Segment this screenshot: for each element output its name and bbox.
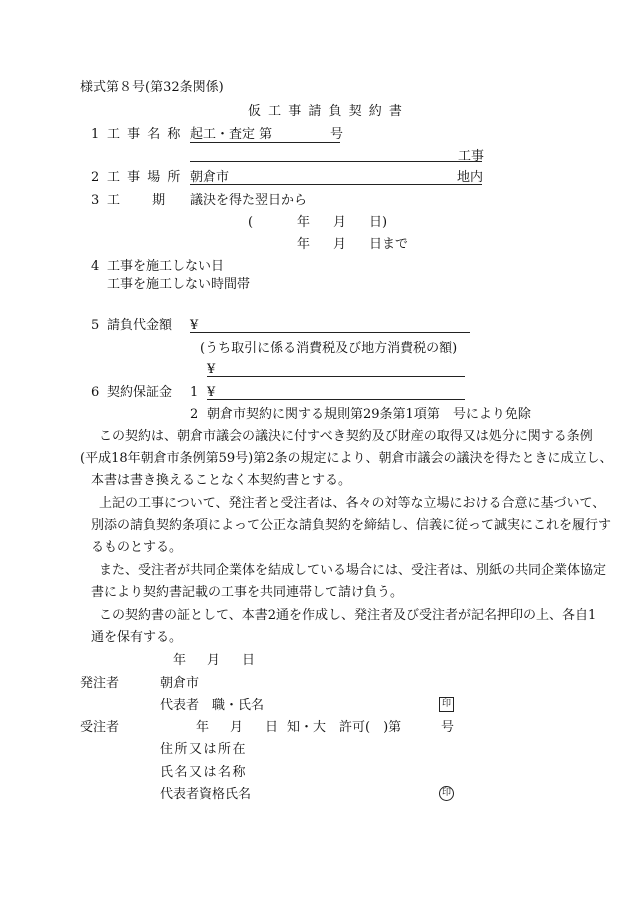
- item5-yen2: ¥: [207, 362, 216, 377]
- paragraph2-line3: るものとする。: [91, 540, 183, 555]
- paragraph3-line2: 書により契約書記載の工事を共同連帯して請け負う。: [91, 585, 404, 600]
- orderer-seal-mark: 印: [439, 697, 454, 712]
- item3-month2: 月: [333, 237, 347, 252]
- item5-label: 請負代金額: [107, 318, 173, 333]
- item1-value-suffix: 号: [330, 127, 344, 142]
- item6-sub2-text: 朝倉市契約に関する規則第29条第1項第 号により免除: [207, 407, 531, 422]
- item6-sub2-number: 2: [190, 407, 199, 422]
- contractor-representative-label: 代表者資格氏名: [160, 787, 252, 802]
- item2-underline: [190, 184, 482, 185]
- paragraph1-line2: (平成18年朝倉市条例第59号)第2条の規定により、朝倉市議会の議決を得たときに成立し、: [80, 451, 613, 466]
- item2-label: 工 事 場 所: [107, 170, 182, 185]
- item1-number: 1: [91, 127, 100, 142]
- item3-value: 議決を得た翌日から: [190, 193, 308, 208]
- item1-name-line: [190, 161, 482, 162]
- paragraph1-line3: 本書は書き換えることなく本契約書とする。: [91, 473, 352, 488]
- paragraph2-line1: 上記の工事について、発注者と受注者は、各々の対等な立場における合意に基づいて、: [99, 496, 606, 511]
- license-day: 日: [265, 720, 279, 735]
- item4-number: 4: [91, 259, 100, 274]
- item2-value: 朝倉市: [190, 170, 230, 185]
- item2-number: 2: [91, 170, 100, 185]
- item6-underline: [207, 399, 465, 400]
- item1-underline: [190, 142, 340, 143]
- item1-value-prefix: 起工・査定 第: [190, 127, 273, 142]
- paragraph1-line1: この契約は、朝倉市議会の議決に付すべき契約及び財産の取得又は処分に関する条例: [99, 429, 593, 444]
- contractor-seal-mark: 印: [439, 786, 454, 801]
- item5-yen: ¥: [190, 318, 199, 333]
- item1-line2-suffix: 工事: [458, 149, 485, 164]
- orderer-name: 朝倉市: [160, 676, 200, 691]
- contractor-label: 受注者: [80, 720, 120, 735]
- license-year: 年: [196, 720, 210, 735]
- orderer-label: 発注者: [80, 676, 120, 691]
- contractor-name-label: 氏名又は名称: [160, 765, 248, 780]
- paragraph4-line1: この契約書の証として、本書2通を作成し、発注者及び受注者が記名押印の上、各自1: [99, 608, 597, 623]
- item3-number: 3: [91, 193, 100, 208]
- item6-yen: ¥: [207, 385, 216, 400]
- orderer-representative: 代表者 職・氏名: [160, 698, 265, 713]
- item4-line1: 工事を施工しない日: [107, 259, 225, 274]
- item2-suffix: 地内: [457, 170, 484, 185]
- license-number-suffix: 号: [441, 720, 455, 735]
- item5-number: 5: [91, 318, 100, 333]
- form-number: 様式第８号(第32条関係): [80, 80, 224, 95]
- document-title: 仮 工 事 請 負 契 約 書: [248, 104, 404, 119]
- item3-year: 年: [297, 215, 311, 230]
- contract-date-year: 年: [173, 653, 187, 668]
- item3-day-close: 日): [369, 215, 388, 230]
- contract-date-month: 月: [207, 653, 221, 668]
- item5-tax-underline: [207, 376, 465, 377]
- item3-paren-open: (: [248, 215, 254, 230]
- license-text: 知・大 許可( )第: [287, 720, 402, 735]
- item6-number: 6: [91, 385, 100, 400]
- paragraph3-line1: また、受注者が共同企業体を結成している場合には、受注者は、別紙の共同企業体協定: [99, 563, 607, 578]
- paragraph2-line2: 別添の請負契約条項によって公正な請負契約を締結し、信義に従って誠実にこれを履行す: [91, 518, 612, 533]
- item1-label: 工 事 名 称: [107, 127, 182, 142]
- contractor-address-label: 住所又は所在: [160, 742, 248, 757]
- item4-line2: 工事を施工しない時間帯: [107, 277, 251, 292]
- item3-year2: 年: [297, 237, 311, 252]
- contract-date-day: 日: [242, 653, 256, 668]
- item3-month: 月: [333, 215, 347, 230]
- paragraph4-line2: 通を保有する。: [91, 630, 183, 645]
- item5-underline: [190, 332, 470, 333]
- item3-until: 日まで: [369, 237, 409, 252]
- item3-label: 工 期: [107, 193, 166, 208]
- item6-sub1-number: 1: [190, 385, 199, 400]
- item5-tax-note: (うち取引に係る消費税及び地方消費税の額): [200, 341, 458, 356]
- item6-label: 契約保証金: [107, 385, 173, 400]
- license-month: 月: [230, 720, 244, 735]
